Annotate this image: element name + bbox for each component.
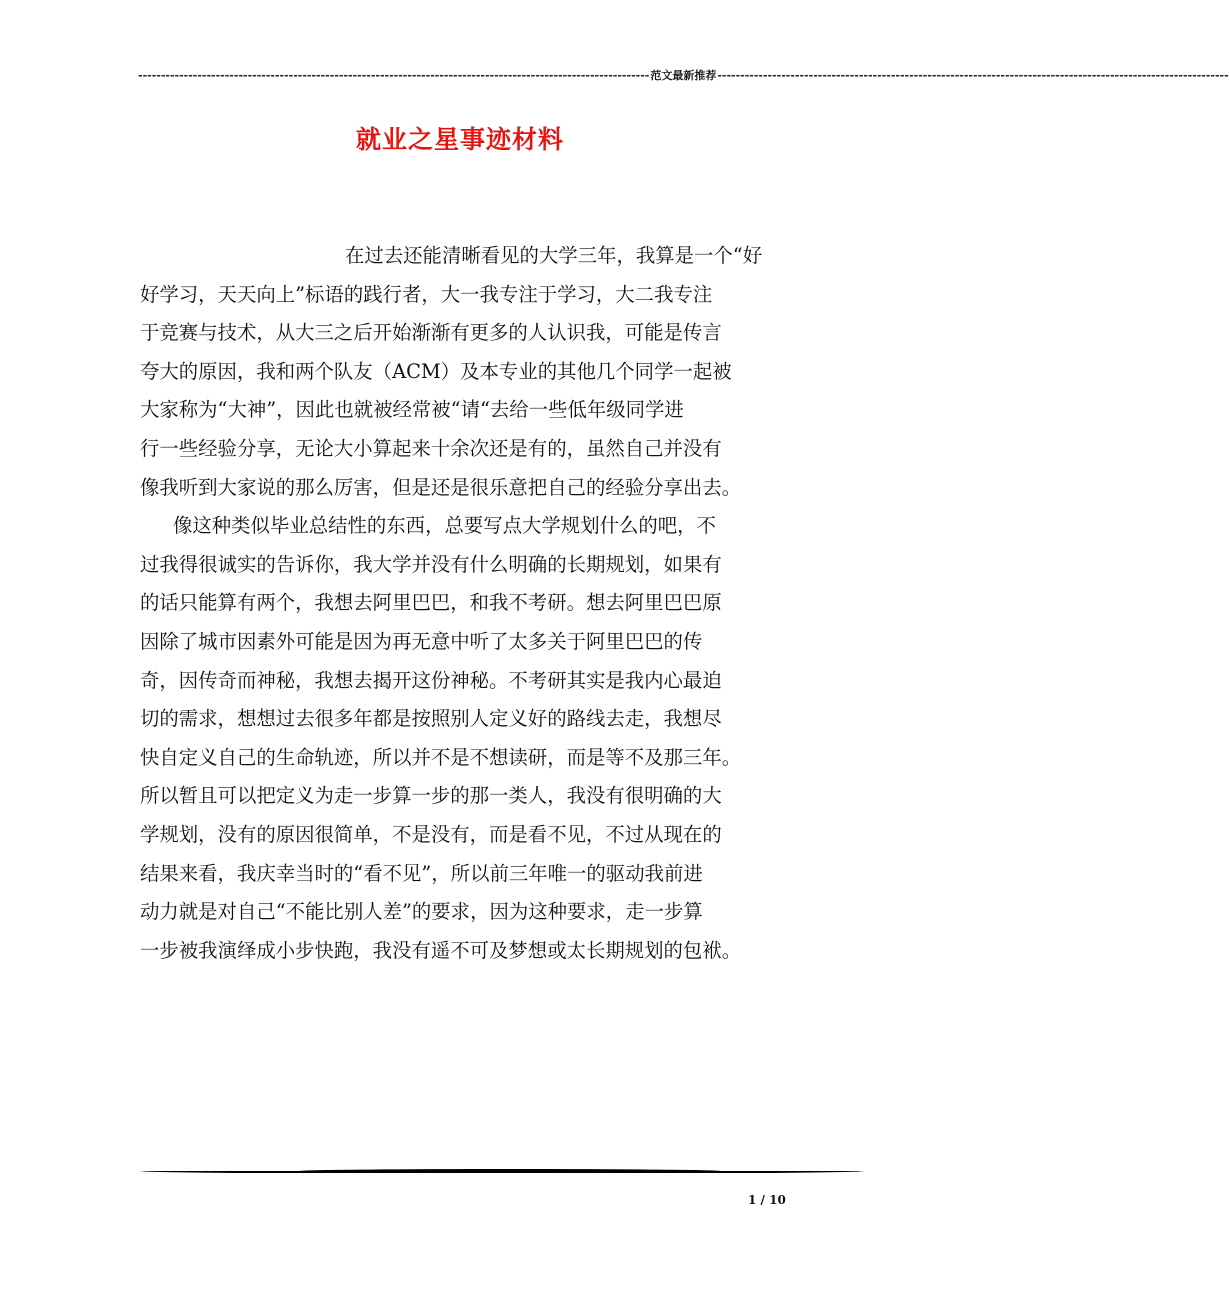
footer-rule-thick	[300, 1169, 720, 1173]
paragraph-line: 学规划，没有的原因很简单，不是没有，而是看不见，不过从现在的	[140, 822, 722, 846]
paragraph-line: 行一些经验分享，无论大小算起来十余次还是有的，虽然自己并没有	[140, 436, 722, 460]
paragraph-line: 于竞赛与技术，从大三之后开始渐渐有更多的人认识我，可能是传言	[140, 321, 722, 345]
page-header	[138, 66, 1229, 86]
paragraph-line: 过我得很诚实的告诉你，我大学并没有什么明确的长期规划，如果有	[140, 552, 722, 576]
paragraph-1	[140, 237, 790, 507]
paragraph-line: 的话只能算有两个，我想去阿里巴巴，和我不考研。想去阿里巴巴原	[140, 591, 722, 615]
paragraph-line: 因除了城市因素外可能是因为再无意中听了太多关于阿里巴巴的传	[140, 629, 703, 653]
paragraph-line: 奇，因传奇而神秘，我想去揭开这份神秘。不考研其实是我内心最迫	[140, 668, 722, 692]
paragraph-line: 像这种类似毕业总结性的东西，总要写点大学规划什么的吧，不	[173, 514, 716, 538]
paragraph-line: 大家称为“大神”，因此也就被经常被“请“去给一些低年级同学进	[140, 398, 684, 422]
paragraph-line: 在过去还能清晰看见的大学三年，我算是一个“好	[345, 244, 763, 267]
document-title: 就业之星事迹材料	[355, 125, 564, 154]
paragraph-line: 夸大的原因，我和两个队友（ACM）及本专业的其他几个同学一起被	[140, 359, 732, 383]
paragraph-line: 切的需求，想想过去很多年都是按照别人定义好的路线去走，我想尽	[140, 707, 722, 731]
header-label: 范文最新推荐	[650, 69, 717, 82]
paragraph-2	[140, 507, 790, 970]
paragraph-line: 快自定义自己的生命轨迹，所以并不是不想读研，而是等不及那三年。	[140, 745, 742, 769]
header-rule-left: ----------------------------------------------------------------------------------------------------------------	[138, 69, 650, 82]
paragraph-line: 结果来看，我庆幸当时的“看不见”，所以前三年唯一的驱动我前进	[140, 861, 703, 885]
paragraph-line: 像我听到大家说的那么厉害，但是还是很乐意把自己的经验分享出去。	[140, 475, 742, 499]
paragraph-line: 所以暂且可以把定义为走一步算一步的那一类人，我没有很明确的大	[140, 784, 722, 808]
paragraph-line: 一步被我演绎成小步快跑，我没有遥不可及梦想或太长期规划的包袱。	[140, 938, 742, 962]
paragraph-line: 好学习，天天向上”标语的践行者，大一我专注于学习，大二我专注	[140, 282, 713, 306]
paragraph-line: 动力就是对自己“不能比别人差”的要求，因为这种要求，走一步算	[140, 900, 703, 924]
header-rule-right: ----------------------------------------------------------------------------------------------------------------	[717, 69, 1229, 82]
document-body	[140, 237, 790, 970]
page-number: 1 / 10	[748, 1193, 786, 1207]
